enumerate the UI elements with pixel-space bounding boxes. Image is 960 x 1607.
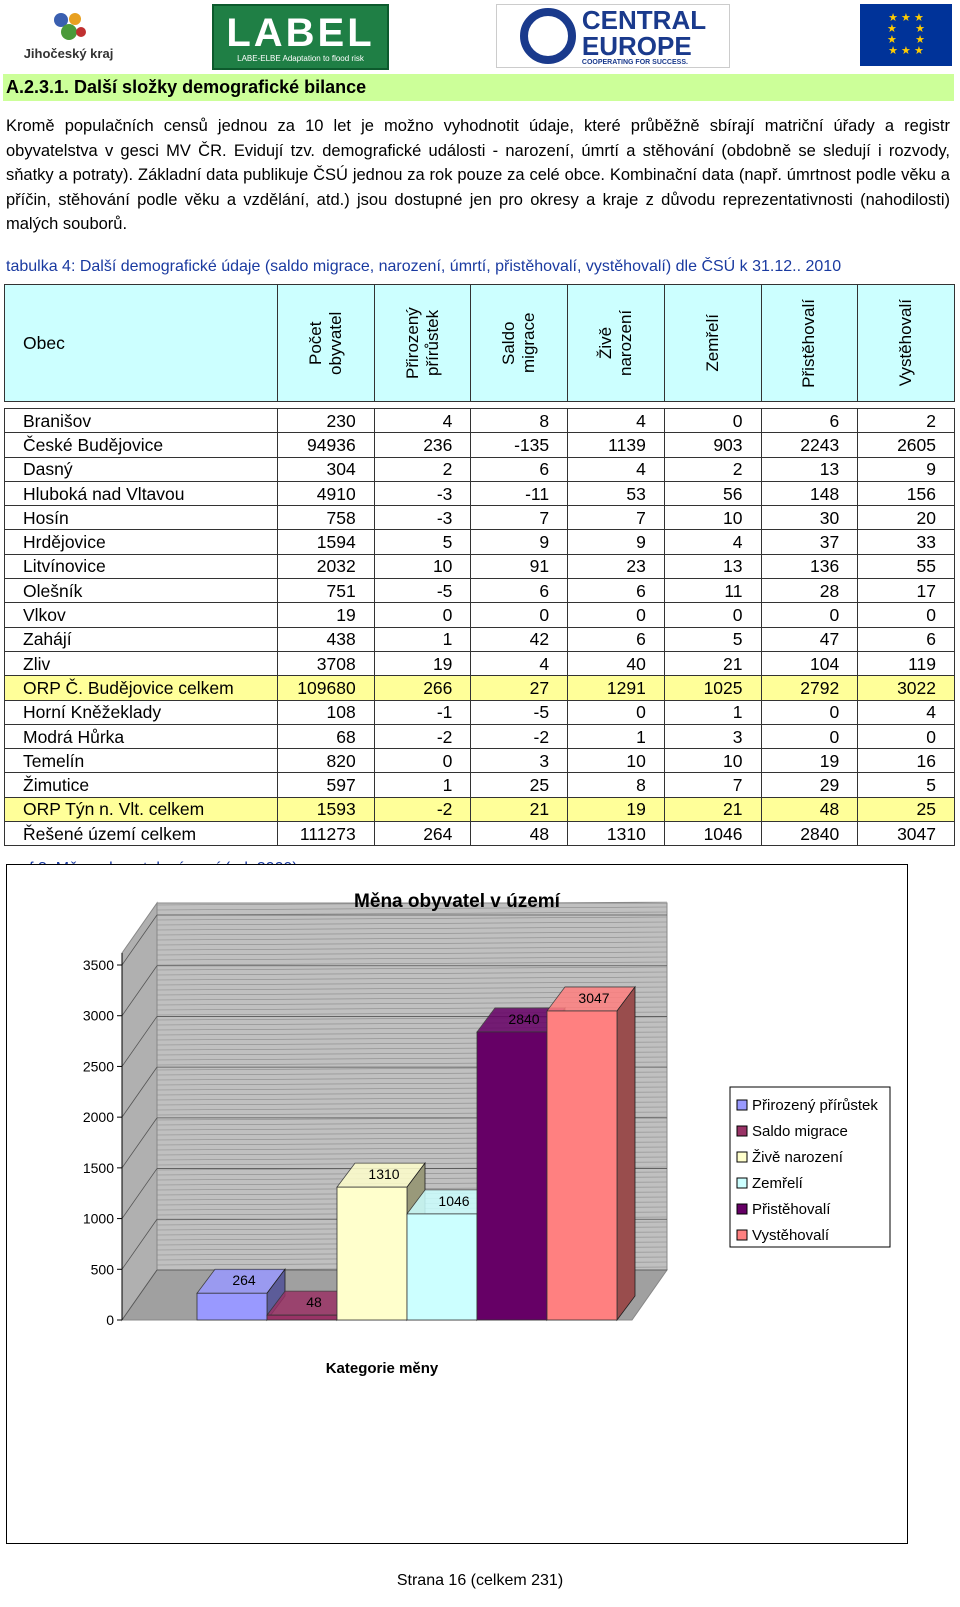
table-cell: 21 <box>664 651 761 675</box>
table-cell: 5 <box>664 627 761 651</box>
municipality-name: ORP Č. Budějovice celkem <box>5 676 278 700</box>
table-row <box>5 797 955 821</box>
table-row <box>5 554 955 578</box>
bar-value-label: 3047 <box>578 989 610 1006</box>
table-cell: 19 <box>568 797 665 821</box>
table-header-label: Zemřelí <box>702 314 722 372</box>
table-cell: 10 <box>664 749 761 773</box>
table-cell: 4 <box>858 700 955 724</box>
table-cell: -3 <box>374 506 471 530</box>
table-row <box>5 749 955 773</box>
table-cell: 37 <box>761 530 858 554</box>
table-cell: -135 <box>471 433 568 457</box>
table-cell: 25 <box>858 797 955 821</box>
table-row <box>5 627 955 651</box>
table-cell: 1025 <box>664 676 761 700</box>
table-cell: 19 <box>761 749 858 773</box>
table-cell: 1594 <box>278 530 375 554</box>
table-cell: 0 <box>761 603 858 627</box>
table-cell: 156 <box>858 481 955 505</box>
legend-swatch <box>737 1230 747 1240</box>
table-cell: 3 <box>471 749 568 773</box>
table-cell: 1046 <box>664 822 761 846</box>
table-cell: 903 <box>664 433 761 457</box>
municipality-name: ORP Týn n. Vlt. celkem <box>5 797 278 821</box>
table-cell: 5 <box>374 530 471 554</box>
table-cell: 820 <box>278 749 375 773</box>
table-cell: 0 <box>761 700 858 724</box>
demographic-table <box>4 284 955 846</box>
table-header-cell: Obec <box>5 285 278 402</box>
municipality-name: Hluboká nad Vltavou <box>5 481 278 505</box>
table-cell: -2 <box>374 724 471 748</box>
table-cell: 438 <box>278 627 375 651</box>
table-cell: 25 <box>471 773 568 797</box>
eu-stars-icon: ★ ★ ★ ★ ★ ★ ★ ★ ★ ★ <box>886 12 926 57</box>
municipality-name: Litvínovice <box>5 554 278 578</box>
logo3-line2: EUROPE <box>581 30 692 61</box>
municipality-name: Dasný <box>5 457 278 481</box>
logo3-line1: CENTRAL <box>581 4 707 35</box>
table-cell: -5 <box>471 700 568 724</box>
y-tick-label: 3500 <box>82 957 114 973</box>
bar <box>477 1032 547 1320</box>
table-row <box>5 651 955 675</box>
table-cell: 2 <box>858 409 955 433</box>
legend-swatch <box>737 1178 747 1188</box>
table-header-label: Vystěhovalí <box>896 299 916 387</box>
table-cell: 53 <box>568 481 665 505</box>
table-cell: 0 <box>374 749 471 773</box>
table-cell: 8 <box>471 409 568 433</box>
table-cell: 0 <box>374 603 471 627</box>
legend-swatch <box>737 1100 747 1110</box>
table-cell: 6 <box>568 627 665 651</box>
legend-label: Zemřelí <box>752 1175 803 1192</box>
logo2-subtitle: LABE-ELBE Adaptation to flood risk <box>237 53 364 63</box>
table-cell: 55 <box>858 554 955 578</box>
table-cell: 2792 <box>761 676 858 700</box>
label-logo <box>212 4 389 70</box>
table-cell: 17 <box>858 579 955 603</box>
logo3-line3: COOPERATING FOR SUCCESS. <box>581 58 688 66</box>
y-tick-label: 0 <box>106 1312 114 1328</box>
table-row <box>5 409 955 433</box>
table-cell: 0 <box>568 603 665 627</box>
table-row <box>5 579 955 603</box>
y-tick-label: 3000 <box>82 1007 114 1024</box>
table-cell: 3047 <box>858 822 955 846</box>
municipality-name: Hrdějovice <box>5 530 278 554</box>
table-cell: 33 <box>858 530 955 554</box>
table-cell: 7 <box>568 506 665 530</box>
population-change-chart <box>6 864 908 1544</box>
table-caption: tabulka 4: Další demografické údaje (saldo migrace, narození, úmrtí, přistěhovalí, vystěhovalí) dle ČSÚ k 31.12.. 2010 <box>6 258 842 275</box>
table-cell: 2840 <box>761 822 858 846</box>
chart-side-wall <box>122 903 157 1320</box>
y-tick-label: 2500 <box>82 1058 114 1075</box>
table-cell: 9 <box>568 530 665 554</box>
table-cell: 29 <box>761 773 858 797</box>
table-cell: 111273 <box>278 822 375 846</box>
table-cell: 7 <box>471 506 568 530</box>
table-header-label: Živě narození <box>595 309 635 377</box>
table-cell: 1291 <box>568 676 665 700</box>
bar-side <box>617 987 635 1320</box>
table-header-cell <box>858 285 955 402</box>
table-header-cell <box>664 285 761 402</box>
table-cell: 0 <box>568 700 665 724</box>
municipality-name: Zliv <box>5 651 278 675</box>
legend-label: Saldo migrace <box>752 1123 848 1140</box>
bar <box>337 1187 407 1320</box>
table-cell: 7 <box>664 773 761 797</box>
table-cell: 3708 <box>278 651 375 675</box>
table-cell: 236 <box>374 433 471 457</box>
municipality-name: Horní Kněžeklady <box>5 700 278 724</box>
bar <box>547 1011 617 1320</box>
table-cell: 4 <box>664 530 761 554</box>
table-cell: 10 <box>374 554 471 578</box>
table-cell: 108 <box>278 700 375 724</box>
table-cell: 21 <box>664 797 761 821</box>
table-cell: 48 <box>761 797 858 821</box>
table-cell: -3 <box>374 481 471 505</box>
table-cell: 47 <box>761 627 858 651</box>
table-cell: 30 <box>761 506 858 530</box>
table-header-label: Saldo migrace <box>499 312 539 374</box>
logo1-text: Jihočeský kraj <box>23 45 114 61</box>
table-cell: 19 <box>374 651 471 675</box>
table-row <box>5 506 955 530</box>
municipality-name: České Budějovice <box>5 433 278 457</box>
table-cell: 91 <box>471 554 568 578</box>
municipality-name: Branišov <box>5 409 278 433</box>
table-header-label: Přistěhovalí <box>799 298 819 388</box>
table-cell: 40 <box>568 651 665 675</box>
table-cell: 0 <box>471 603 568 627</box>
table-cell: -1 <box>374 700 471 724</box>
bar <box>267 1315 337 1320</box>
table-cell: 304 <box>278 457 375 481</box>
table-cell: 2243 <box>761 433 858 457</box>
table-cell: 597 <box>278 773 375 797</box>
section-title: A.2.3.1. Další složky demografické bilance <box>3 74 954 101</box>
table-cell: -5 <box>374 579 471 603</box>
table-cell: 20 <box>858 506 955 530</box>
legend-swatch <box>737 1204 747 1214</box>
table-row <box>5 676 955 700</box>
table-row <box>5 773 955 797</box>
table-cell: 19 <box>278 603 375 627</box>
y-tick-label: 1000 <box>82 1210 114 1227</box>
table-cell: 109680 <box>278 676 375 700</box>
table-cell: 1 <box>568 724 665 748</box>
table-cell: 13 <box>664 554 761 578</box>
table-header-row <box>5 285 955 402</box>
table-cell: 56 <box>664 481 761 505</box>
table-cell: 4 <box>568 409 665 433</box>
central-europe-ring-icon <box>520 8 576 64</box>
page-footer: Strana 16 (celkem 231) <box>396 1572 564 1589</box>
table-cell: 4 <box>471 651 568 675</box>
bar <box>197 1293 267 1320</box>
chart-title: Měna obyvatel v území <box>354 891 560 912</box>
intro-paragraph: Kromě populačních censů jednou za 10 let je možno vyhodnotit údaje, které průběžně sbírají matriční úřady a registr obyvatelstva v gesci MV ČR. Evidují tzv. demografické události - narození, úmrtí a stěhování (obdobně se sledují i rozvody, sňatky a potraty). Základní data publikuje ČSÚ jednou za rok pouze za celé obce. Kombinační data (např. úmrtnost podle věku a příčin, stěhování podle věku a vzdělání, atd.) jsou dostupné jen pro okresy a kraje z důvodu reprezentativnosti (nahodilosti) malých souborů. <box>6 117 950 233</box>
table-cell: 8 <box>568 773 665 797</box>
table-header-cell <box>568 285 665 402</box>
y-tick-label: 500 <box>90 1261 114 1278</box>
table-cell: 751 <box>278 579 375 603</box>
x-axis-label: Kategorie měny <box>325 1360 439 1377</box>
table-cell: 1 <box>374 773 471 797</box>
jihocesky-kraj-logo <box>6 4 131 66</box>
table-cell: 9 <box>471 530 568 554</box>
table-row <box>5 530 955 554</box>
eu-flag-logo <box>860 4 952 66</box>
table-cell: 1310 <box>568 822 665 846</box>
table-row <box>5 433 955 457</box>
table-cell: 758 <box>278 506 375 530</box>
table-cell: 42 <box>471 627 568 651</box>
table-cell: -2 <box>374 797 471 821</box>
legend-label: Přirozený přírůstek <box>752 1097 878 1114</box>
table-cell: 94936 <box>278 433 375 457</box>
table-header-cell <box>374 285 471 402</box>
table-cell: 0 <box>858 603 955 627</box>
table-cell: 21 <box>471 797 568 821</box>
bar-value-label: 1310 <box>368 1166 400 1183</box>
table-cell: 6 <box>858 627 955 651</box>
table-cell: 27 <box>471 676 568 700</box>
table-cell: 1 <box>664 700 761 724</box>
chart-svg <box>7 865 907 1543</box>
table-cell: 4 <box>374 409 471 433</box>
legend-swatch <box>737 1152 747 1162</box>
table-cell: 0 <box>761 724 858 748</box>
table-cell: 2 <box>374 457 471 481</box>
municipality-name: Zahájí <box>5 627 278 651</box>
table-cell: 68 <box>278 724 375 748</box>
municipality-name: Žimutice <box>5 773 278 797</box>
table-cell: 11 <box>664 579 761 603</box>
table-cell: 230 <box>278 409 375 433</box>
municipality-name: Hosín <box>5 506 278 530</box>
municipality-name: Vlkov <box>5 603 278 627</box>
table-cell: 28 <box>761 579 858 603</box>
table-cell: -2 <box>471 724 568 748</box>
table-cell: 10 <box>568 749 665 773</box>
bar-value-label: 264 <box>232 1272 256 1289</box>
table-row <box>5 481 955 505</box>
y-tick-label: 1500 <box>82 1159 114 1176</box>
central-europe-logo <box>496 4 730 68</box>
table-row <box>5 603 955 627</box>
table-header-cell <box>278 285 375 402</box>
table-cell: 4910 <box>278 481 375 505</box>
table-cell: 104 <box>761 651 858 675</box>
table-cell: 148 <box>761 481 858 505</box>
table-row <box>5 700 955 724</box>
municipality-name: Temelín <box>5 749 278 773</box>
table-row <box>5 724 955 748</box>
table-cell: 3 <box>664 724 761 748</box>
bar-value-label: 1046 <box>438 1192 470 1209</box>
page-header <box>0 0 960 72</box>
table-cell: 1593 <box>278 797 375 821</box>
legend-label: Vystěhovalí <box>752 1227 829 1244</box>
logo2-title: LABEL <box>226 10 375 55</box>
table-cell: 10 <box>664 506 761 530</box>
table-header-cell <box>471 285 568 402</box>
table-cell: 3022 <box>858 676 955 700</box>
table-cell: 0 <box>664 603 761 627</box>
bar <box>407 1214 477 1320</box>
table-cell: 5 <box>858 773 955 797</box>
table-cell: 119 <box>858 651 955 675</box>
table-cell: 6 <box>761 409 858 433</box>
table-cell: 6 <box>568 579 665 603</box>
table-header-label: Počet obyvatel <box>305 311 345 375</box>
legend-label: Přistěhovalí <box>752 1201 831 1218</box>
table-cell: 4 <box>568 457 665 481</box>
legend-label: Živě narození <box>752 1149 843 1166</box>
table-header-label: Přirozený přírůstek <box>402 307 442 379</box>
municipality-name: Řešené území celkem <box>5 822 278 846</box>
table-cell: 1 <box>374 627 471 651</box>
municipality-name: Modrá Hůrka <box>5 724 278 748</box>
table-cell: 136 <box>761 554 858 578</box>
table-row <box>5 457 955 481</box>
table-cell: 13 <box>761 457 858 481</box>
jihocesky-kraj-emblem-icon <box>47 10 91 44</box>
table-cell: -11 <box>471 481 568 505</box>
table-cell: 6 <box>471 579 568 603</box>
bar-value-label: 48 <box>306 1294 322 1311</box>
table-cell: 2032 <box>278 554 375 578</box>
table-cell: 2 <box>664 457 761 481</box>
table-cell: 16 <box>858 749 955 773</box>
table-cell: 6 <box>471 457 568 481</box>
y-tick-label: 2000 <box>82 1109 114 1126</box>
table-cell: 264 <box>374 822 471 846</box>
table-cell: 23 <box>568 554 665 578</box>
bar-value-label: 2840 <box>508 1010 540 1027</box>
table-cell: 0 <box>664 409 761 433</box>
table-cell: 48 <box>471 822 568 846</box>
table-cell: 9 <box>858 457 955 481</box>
municipality-name: Olešník <box>5 579 278 603</box>
table-cell: 1139 <box>568 433 665 457</box>
table-cell: 0 <box>858 724 955 748</box>
table-row <box>5 822 955 846</box>
table-header-cell <box>761 285 858 402</box>
legend-swatch <box>737 1126 747 1136</box>
table-cell: 266 <box>374 676 471 700</box>
table-cell: 2605 <box>858 433 955 457</box>
